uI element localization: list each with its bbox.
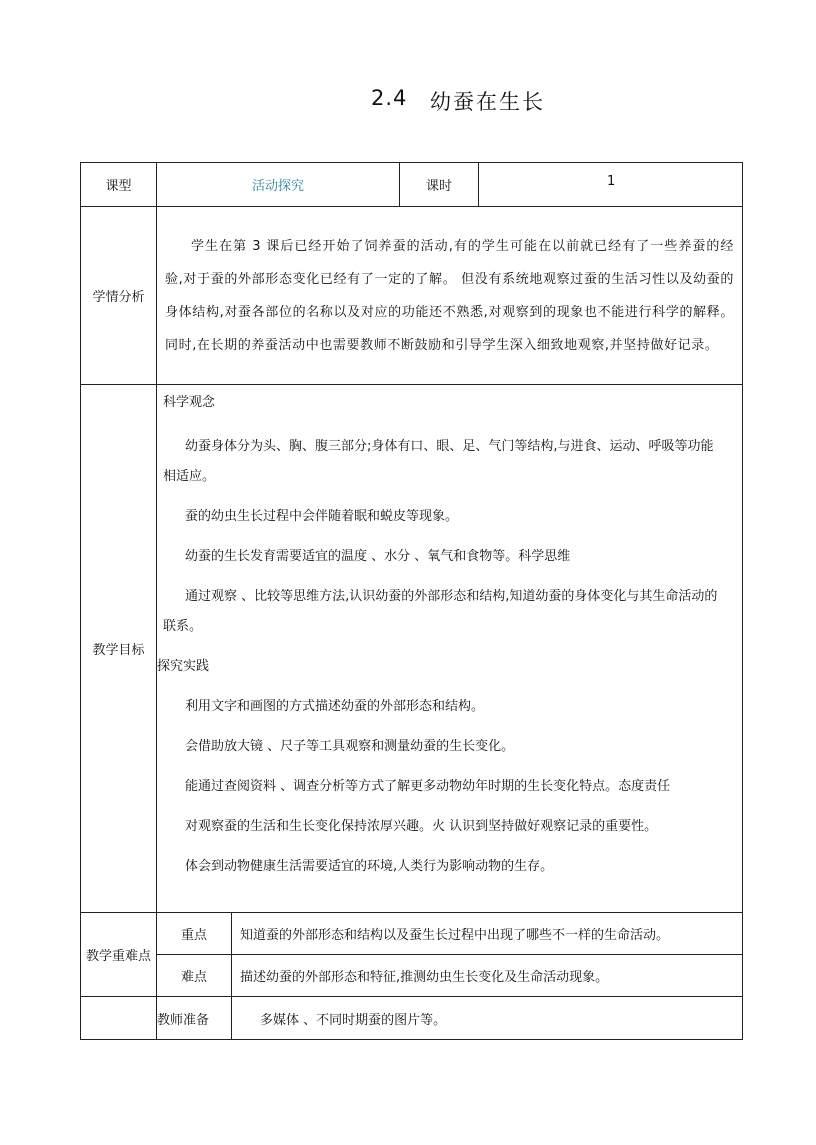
prep-row bbox=[81, 997, 743, 1040]
lesson-title: 幼蚕在生长 bbox=[430, 90, 545, 114]
focus-row bbox=[81, 913, 743, 955]
course-type-label: 课型 bbox=[81, 163, 157, 207]
attitude-item-2: 体会到动物健康生活需要适宜的环境,人类行为影响动物的生存。 bbox=[185, 859, 554, 874]
course-hours-label: 课时 bbox=[400, 163, 479, 207]
focus-label: 重点 bbox=[157, 913, 232, 955]
prep-label: 教师准备 bbox=[157, 997, 232, 1040]
thinking-item-1: 通过观察 、比较等思维方法,认识幼蚕的外部形态和结构,知道幼蚕的身体变化与其生命活动的 bbox=[185, 589, 718, 604]
lesson-number: 2.4 bbox=[371, 86, 408, 110]
course-hours-number: 1 bbox=[607, 174, 616, 189]
prep-text: 多媒体 、不同时期蚕的图片等。 bbox=[232, 997, 743, 1040]
focus-text: 知道蚕的外部形态和结构以及蚕生长过程中出现了哪些不一样的生命活动。 bbox=[232, 913, 743, 955]
difficulty-label: 难点 bbox=[157, 955, 232, 997]
prep-empty-cell bbox=[81, 997, 157, 1040]
attitude-item-1: 对观察蚕的生活和生长变化保持浓厚兴趣。火 认识到坚持做好观察记录的重要性。 bbox=[185, 819, 658, 834]
analysis-row bbox=[81, 207, 743, 385]
goals-label: 教学目标 bbox=[81, 385, 157, 913]
science-concept-heading: 科学观念 bbox=[163, 395, 216, 410]
difficulty-text: 描述幼蚕的外部形态和特征,推测幼虫生长变化及生命活动现象。 bbox=[232, 955, 743, 997]
analysis-text: 学生在第 3 课后已经开始了饲养蚕的活动,有的学生可能在以前就已经有了一些养蚕的经验,对于蚕的外部形态变化已经有了一定的了解。 但没有系统地观察过蚕的生活习性以及幼蚕的身体结构,对蚕各部位的名称以及对应的功能还不熟悉,对观察到的现象也不能进行科学的解释。 同时,在长期的养蚕活动中也需要教师不断鼓励和引导学生深入细致地观察,并坚持做好记录。 bbox=[165, 238, 735, 353]
practice-item-1: 利用文字和画图的方式描述幼蚕的外部形态和结构。 bbox=[185, 699, 485, 714]
concept-item-1: 幼蚕身体分为头、胸、腹三部分;身体有口、眼、足、气门等结构,与进食、运动、呼吸等功能 bbox=[185, 439, 714, 454]
concept-item-2: 蚕的幼虫生长过程中会伴随着眠和蜕皮等现象。 bbox=[185, 509, 459, 524]
thinking-item-1-cont: 联系。 bbox=[163, 619, 203, 634]
difficulty-row bbox=[81, 955, 743, 997]
practice-item-3: 能通过查阅资料 、调查分析等方式了解更多动物幼年时期的生长变化特点。态度责任 bbox=[185, 779, 671, 794]
course-hours-value bbox=[479, 163, 743, 207]
course-type-row bbox=[81, 163, 743, 207]
goals-cell bbox=[157, 385, 743, 913]
lesson-plan-table bbox=[80, 162, 743, 1040]
course-type-value: 活动探究 bbox=[157, 163, 400, 207]
practice-heading: 探究实践 bbox=[157, 659, 210, 674]
concept-item-1-cont: 相适应。 bbox=[163, 469, 216, 484]
key-points-label: 教学重难点 bbox=[81, 913, 157, 997]
analysis-cell bbox=[157, 207, 743, 385]
concept-item-3: 幼蚕的生长发育需要适宜的温度 、水分 、氧气和食物等。科学思维 bbox=[185, 549, 571, 564]
goals-row bbox=[81, 385, 743, 913]
practice-item-2: 会借助放大镜 、尺子等工具观察和测量幼蚕的生长变化。 bbox=[185, 739, 515, 754]
analysis-label: 学情分析 bbox=[81, 207, 157, 385]
